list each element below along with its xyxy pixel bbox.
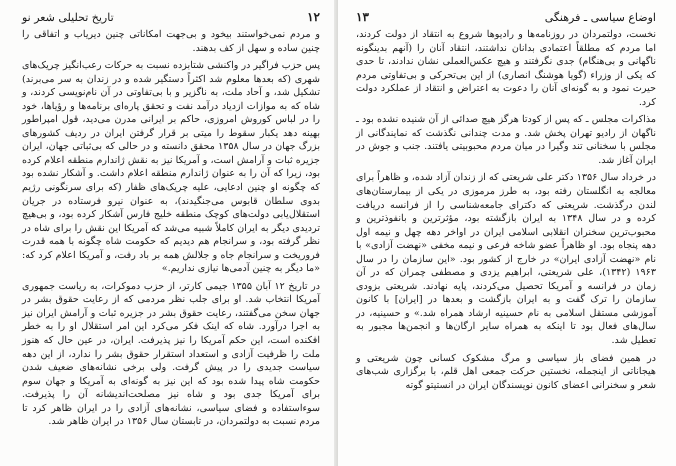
left-page-header bbox=[22, 10, 320, 26]
left-paragraph-2: پس حزب فراگیر در واکنشی شتابزده نسبت به حرکات رعب‌انگیز چریک‌های شهری (که بعدها معلوم شد اکثراً دستگیر شده و در زندان به سر می‌برند) تشکیل شد، و آحاد ملت، به ناگزیر و با بی‌تفاوتی در آن نام‌نویسی کردند، و شاه که به موازات ازدیاد درآمد نفت و تحقق پاره‌ای برنامه‌ها و رؤیاها، خود را در لباس کوروش امروزی، حاکم بر ایرانی مدرن می‌دید، قول امپراطور بهینه دهد یکبار سقوط را میتی بر قرار گرفتن ایران در ردیف کشورهای بزرگ جهان در سال ۱۳۵۸ محقق دانسته و در حالی که بی‌ثباتی جهان، ایران جزیره ثبات و آرامش است، و آمریکا نیز به نقش ژاندارم منطقه اعلام کرده بود، زیرا که آن را به عنوان ژاندارم منطقه اعلام داشت. و آشکار نشده بود که چگونه او چنین ادعایی، علیه چریک‌های ظفار (که برای سرنگونی رژیم بدوی سلطان قابوس می‌جنگیدند)، به عنوان نیرو فرستاده در جریان استقلال‌یابی دولت‌های کوچک منطقه خلیج فارس آشکار کرده بود، و بی‌هیچ تردیدی دیگر به ایران کاملاً شبیه می‌شد که آمریکا این نقش را برای شاه در نظر گرفته بود، و سرانجام هم دیدیم که حکومت شاه چگونه با همه قدرت فروریخت و سرانجام جاه و جلالش همه بر باد رفت، و آمریکا اعلام کرد که: «ما دیگر به چنین آدمی‌ها نیازی نداریم.» bbox=[22, 60, 320, 275]
left-running-head: تاریخ تحلیلی شعر نو bbox=[22, 11, 114, 24]
left-paragraph-3: در تاریخ ۱۲ آبان ۱۳۵۵ جیمی کارتر، از حزب دموکرات، به ریاست جمهوری آمریکا انتخاب شد. او برای جلب نظر مردمی که از رعایت حقوق بشر در جهان سخن می‌گفتند، رعایت حقوق بشر در جزیره ثبات و آرامش ایران نیز به اجرا درآورد. شاه که اینک فکر می‌کرد این امر استقلال او را به خطر افکنده است، این حکم آمریکا را نیز پذیرفت. ایران، در عین حال که هنوز ملت را ظرفیت آزادی و استعداد استقرار حقوق بشر را ندارد، از این دهه سیاست جدیدی را در پیش گرفت. ولی برخی نشانه‌های ضعیف شدن حکومت شاه پیدا شده بود که این نیز به گونه‌ای به آمریکا و جهان سوم برای آمریکا جدی بود و شاه نیز مصلحت‌اندیشانه آن را پذیرفت. سوءاستفاده و فضای سیاسی، نشانه‌های آزادی را در ایران ظاهر کرد تا مردم نسبت به دولتمردان، در تابستان سال ۱۳۵۶ در ایران ظاهر شد. bbox=[22, 280, 320, 428]
right-page-body bbox=[356, 28, 656, 392]
left-paragraph-1: و مردم نمی‌خواستند بیخود و بی‌جهت امکاناتی چنین دیریاب و اتفاقی را چنین ساده و سهل از کف بدهند. bbox=[22, 29, 320, 54]
left-page-body bbox=[22, 28, 320, 429]
right-running-head: اوضاع سیاسی ـ فرهنگی bbox=[544, 11, 656, 24]
right-paragraph-4: در همین فضای باز سیاسی و مرگ مشکوک کسانی چون شریعتی و هیجاناتی از اینجمله، نخستین حرکت جمعی اهل قلم، با برگزاری شب‌های شعر و سخنرانی اعضای کانون نویسندگان ایران در انستیتو گوته bbox=[356, 352, 656, 391]
right-page-number: ۱۳ bbox=[356, 10, 369, 24]
left-page-number: ۱۲ bbox=[307, 10, 320, 24]
right-paragraph-1: نخست، دولتمردان در روزنامه‌ها و رادیوها شروع به انتقاد از دولت کردند، اما مردم که مطلقاً اعتمادی بدانان نداشتند، انتقاد آنان را (آنهم بدینگونه ناگهانی و بی‌هنگام) جدی نگرفتند و هیچ عکس‌العملی نشان ندادند، تا حدی که یکی از وزراء (گویا هوشنگ انصاری) از این بی‌تحرکی و بی‌تفاوتی مردم حیرت نمود و به گونه‌ای آنان را دعوت به اعتراض و انتقاد از عملکرد دولت کرد. bbox=[356, 29, 656, 108]
right-page-header bbox=[356, 10, 656, 26]
right-page bbox=[338, 0, 676, 466]
right-paragraph-2: مذاکرات مجلس ـ که پس از کودتا هرگز هیچ صدائی از آن شنیده نشده بود ـ ناگهان از رادیو تهران پخش شد. و مدت چندانی نگذشت که نمایندگانی از مجلس با سخنانی تند وگیرا در میان مردم محبوبیتی یافتند. جنب و جوش در ایران آغاز شد. bbox=[356, 114, 656, 166]
right-paragraph-3: در خرداد سال ۱۳۵۶ دکتر علی شریعتی که از زندان آزاد شده، و ظاهراً برای معالجه به انگلستان رفته بود، به طرز مرموزی در یکی از بیمارستان‌های لندن درگذشت. شریعتی که دکترای جامعه‌شناسی را از فرانسه دریافت کرده و در سال ۱۳۴۸ به ایران بازگشته بود، مؤثرترین و بانفوذترین و محبوب‌ترین سخنران انقلابی اسلامی ایران در اواخر دهه چهل و نیمه اول دهه پنجاه بود. او ظاهراً عضو شاخه فرعی و نیمه مخفی «نهضت آزادی» با نام «نهضت آزادی ایران» در خارج از کشور بود. «این سازمان را در سال ۱۹۶۳ (۱۳۴۲)، علی شریعتی، ابراهیم یزدی و مصطفی چمران که در آن زمان در فرانسه و آمریکا تحصیل می‌کردند، پایه نهادند. شریعتی بزودی سازمان را ترک گفت و به ایران بازگشت و بعدها در [ایران] با کانون آموزشی مستقل اسلامی به نام حسینیه ارشاد همراه شد.» و حسینیه، در سال‌های فعال بود تا اینکه به همراه سایر ارگان‌ها و انجمن‌ها مجبور به تعطیل شد. bbox=[356, 172, 657, 347]
